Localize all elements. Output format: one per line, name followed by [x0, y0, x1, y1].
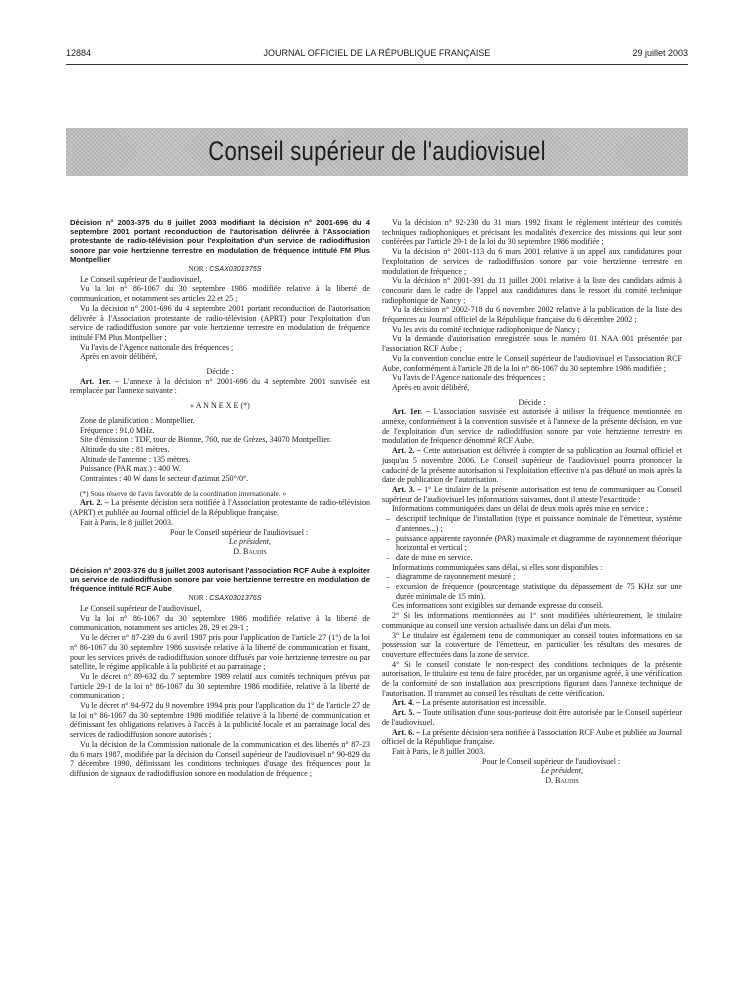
- signature-name: D. Baudis: [545, 776, 579, 786]
- paragraph: Le Conseil supérieur de l'audiovisuel,: [80, 604, 202, 614]
- list-item: – date de mise en service.: [382, 553, 682, 563]
- paragraph: Vu la demande d'autorisation enregistrée sous le numéro 01 NAA 001 présentée par l'association RCF Aube ;: [382, 334, 682, 354]
- article-text: La présente autorisation est incessible.: [422, 698, 547, 708]
- signature-role: [70, 537, 370, 547]
- paragraph: Informations communiquées sans délai, si elles sont disponibles :: [392, 562, 603, 572]
- list-item: – puissance apparente rayonnée (PAR) maximale et diagramme de rayonnement théorique horizontal et vertical ;: [382, 534, 682, 553]
- article-1: [70, 377, 370, 396]
- nor-label: NOR :: [188, 265, 208, 274]
- paragraph: Vu le décret n° 94-972 du 9 novembre 1994 pris pour l'application du 1° de l'article 27 de la loi n° 86-1067 du 30 septembre 1986 modifiée relative à la liberté de communication et définissant les obligations relatives à l'accès à la publicité locale et au parrainage local des services de radiodiffusion sonore autorisés ;: [70, 701, 370, 740]
- annexe-heading: « A N N E X E (*): [190, 401, 250, 411]
- journal-title: JOURNAL OFFICIEL DE LA RÉPUBLIQUE FRANÇAISE: [263, 48, 491, 58]
- decide-heading: Décide :: [206, 367, 234, 377]
- done-at: Fait à Paris, le 8 juillet 2003.: [80, 517, 173, 527]
- article-2: [382, 446, 682, 485]
- paragraph: Informations communiquées dans un délai de deux mois après mise en service :: [392, 504, 649, 514]
- article-label: Art. 1er. –: [80, 376, 119, 386]
- info-list-1: [382, 514, 682, 563]
- article-6: [382, 728, 682, 747]
- paragraph: Vu les avis du comité technique radiophonique de Nancy ;: [392, 324, 580, 334]
- article-label: Art. 5. –: [392, 708, 421, 718]
- decision-2-nor: [70, 593, 370, 604]
- article-1: [382, 407, 682, 446]
- decision-1-title: Décision n° 2003-375 du 8 juillet 2003 modifiant la décision n° 2001-696 du 4 septembre 2001 portant reconduction de l'autorisation délivrée à l'Association protestante de radio-télévision pour l'exploitation d'un service de radiodiffusion sonore par voie hertzienne terrestre en modulation de fréquence intitulé FM Plus Montpellier: [70, 218, 370, 264]
- annexe-line: Puissance (PAR max.) : 400 W.: [80, 464, 181, 474]
- article-text: Toute utilisation d'une sous-porteuse doit être autorisée par le Conseil supérieur de l'audiovisuel.: [382, 708, 683, 727]
- annexe-line: Altitude de l'antenne : 135 mètres.: [80, 454, 191, 464]
- article-text: Cette autorisation est délivrée à compter de sa publication au Journal officiel et jusqu'au 5 novembre 2006. Le Conseil supérieur de l'audiovisuel pourra prononcer la caducité de la présente autorisation si l'exploitation effective n'a pas débuté un mois après la date de publication de l'autorisation.: [382, 446, 683, 485]
- role-text: Le président,: [540, 766, 584, 776]
- paragraph: Vu la loi n° 86-1067 du 30 septembre 1986 modifiée relative à la liberté de communication, notamment ses articles 28, 29 et 29-1 ;: [70, 613, 370, 633]
- article-label: Art. 3. –: [392, 484, 422, 494]
- paragraph: Vu la décision n° 92-230 du 31 mars 1992 fixant le règlement intérieur des comités techniques radiophoniques et précisant les modalités d'exercice des missions qui leur sont conférées par l'article 29-1 de la loi du 30 septembre 1986 modifiée ;: [382, 218, 682, 247]
- article-text: La présente décision sera notifiée à l'Association protestante de radio-télévision (APRT) et publiée au Journal officiel de la République française.: [70, 498, 370, 518]
- annexe-line: Altitude du site : 81 mètres.: [80, 444, 170, 454]
- signature-name: D. Baudis: [233, 547, 267, 556]
- role-text: Le président,: [228, 537, 272, 547]
- annexe-line: Fréquence : 91,0 MHz.: [80, 425, 155, 435]
- paragraph: Vu la loi n° 86-1067 du 30 septembre 1986 modifiée relative à la liberté de communication, et notamment ses articles 22 et 25 ;: [70, 284, 370, 304]
- article-5: [382, 708, 682, 727]
- signature-block: [70, 528, 370, 557]
- right-column: [382, 218, 682, 786]
- signature-role: [382, 766, 682, 776]
- decide-heading: Décide :: [518, 397, 546, 407]
- done-at: Fait à Paris, le 8 juillet 2003.: [392, 746, 485, 756]
- nor-code: CSAX0301376S: [209, 593, 262, 603]
- paragraph: Vu le décret n° 87-239 du 6 avril 1987 pris pour l'application de l'article 27 (1°) de la loi n° 86-1067 du 30 septembre 1986 susvisée relative à la liberté de communication et fixant, pour les services privés de radiodiffusion sonore diffusés par voie hertzienne terrestre ou par satellite, le régime applicable à la publicité et au parrainage ;: [70, 633, 370, 672]
- section-banner: [66, 128, 688, 176]
- issue-date: 29 juillet 2003: [632, 48, 688, 58]
- paragraph: Ces informations sont exigibles sur demande expresse du conseil.: [392, 601, 604, 611]
- article-3: [382, 485, 682, 504]
- paragraph: Vu la décision n° 2001-391 du 11 juillet 2001 relative à la liste des candidats admis à concourir dans le cadre de l'appel aux candidatures dans le ressort du comité technique radiophonique de Nancy ;: [382, 276, 682, 305]
- paragraph: 2° Si les informations mentionnées au 1° sont modifiées ultérieurement, le titulaire communique au conseil une version actualisée dans un délai d'un mois.: [382, 611, 682, 630]
- decision-1-nor: [70, 264, 370, 275]
- info-list-2: [382, 572, 682, 601]
- article-text: L'association susvisée est autorisée à utiliser la fréquence mentionnée en annexe, conformément à la convention susvisée et à l'annexe de la présente décision, en vue de l'exploitation d'un service de radiodiffusion sonore par voie hertzienne terrestre en modulation de fréquence dénommé RCF Aube.: [382, 407, 683, 446]
- paragraph: Vu la décision de la Commission nationale de la communication et des libertés n° 87-23 du 6 mars 1987, modifiée par la décision du Conseil supérieur de l'audiovisuel n° 90-829 du 7 décembre 1990, définissant les conditions techniques d'usage des fréquences pour la diffusion de signaux de radiodiffusion sonore en modulation de fréquence ;: [70, 739, 370, 778]
- left-column: [70, 218, 370, 779]
- article-label: Art. 2. –: [80, 498, 109, 508]
- article-label: Art. 6. –: [392, 727, 421, 737]
- article-label: Art. 4. –: [392, 698, 421, 708]
- article-text: L'annexe à la décision n° 2001-696 du 4 septembre 2001 susvisée est remplacée par l'annexe suivante :: [70, 376, 371, 396]
- signature-line: Pour le Conseil supérieur de l'audiovisuel :: [170, 527, 309, 537]
- paragraph: Vu l'avis de l'Agence nationale des fréquences ;: [392, 373, 546, 383]
- paragraph: Après en avoir délibéré,: [392, 382, 470, 392]
- nor-label: NOR :: [188, 594, 208, 603]
- signature-block: [382, 757, 682, 786]
- nor-code: CSAX0301375S: [209, 264, 262, 274]
- annexe-footnote: (*) Sous réserve de l'avis favorable de la coordination internationale. »: [80, 488, 287, 498]
- paragraph: 3° Le titulaire est également tenu de communiquer au conseil toutes informations en sa possession sur la couverture de l'émetteur, en particulier les résultats des mesures de couverture effectuées dans la zone de service.: [382, 630, 682, 659]
- paragraph: Vu la décision n° 2001-113 du 6 mars 2001 relative à un appel aux candidatures pour l'exploitation de services de radiodiffusion sonore par voie hertzienne terrestre en modulation de fréquence ;: [382, 247, 682, 276]
- annexe-line: Site d'émission : TDF, tour de Bionne, 760, rue de Grèzes, 34070 Montpellier.: [80, 435, 332, 445]
- list-item: – excursion de fréquence (pourcentage statistique du dépassement de 75 KHz sur une durée minimale de 15 min).: [382, 582, 682, 601]
- paragraph: Vu l'avis de l'Agence nationale des fréquences ;: [80, 342, 234, 352]
- article-label: Art. 2. –: [392, 446, 421, 456]
- banner-title: Conseil supérieur de l'audiovisuel: [208, 136, 546, 166]
- header-rule: [66, 64, 688, 65]
- paragraph: Après en avoir délibéré,: [80, 352, 158, 362]
- paragraph: Vu le décret n° 89-632 du 7 septembre 1989 relatif aux comités techniques prévus par l'article 29-1 de la loi n° 86-1067 du 30 septembre 1986 modifiée, relative à la liberté de communication ;: [70, 671, 370, 701]
- paragraph: Le Conseil supérieur de l'audiovisuel,: [80, 274, 202, 284]
- annexe-line: Contraintes : 40 W dans le secteur d'azimut 250°/0°.: [80, 474, 249, 484]
- signature-line: Pour le Conseil supérieur de l'audiovisuel :: [482, 756, 621, 766]
- paragraph: Vu la décision n° 2002-718 du 6 novembre 2002 relative à la publication de la liste des fréquences au Journal officiel de la République française du 6 décembre 2002 ;: [382, 305, 682, 325]
- list-item: – diagramme de rayonnement mesuré ;: [382, 572, 682, 582]
- annexe-line: Zone de planification : Montpellier.: [80, 415, 195, 425]
- article-label: Art. 1er. –: [392, 407, 430, 417]
- paragraph: 4° Si le conseil constate le non-respect des conditions techniques de la présente autorisation, le titulaire est tenu de faire procéder, par un organisme agréé, à une vérification de la conformité de son installation aux prescriptions figurant dans l'annexe technique de l'autorisation. Il transmet au conseil les résultats de cette vérification.: [382, 659, 682, 698]
- paragraph: Vu la décision n° 2001-696 du 4 septembre 2001 portant reconduction de l'autorisation délivrée à l'Association protestante de radio-télévision (APRT) pour l'exploitation d'un service de radiodiffusion sonore par voie hertzienne terrestre en modulation de fréquence intitulé FM Plus Montpellier ;: [70, 303, 370, 342]
- list-item: – descriptif technique de l'installation (type et puissance nominale de l'émetteur, système d'antennes...) ;: [382, 514, 682, 533]
- decision-2-title: Décision n° 2003-376 du 8 juillet 2003 autorisant l'association RCF Aube à exploiter un service de radiodiffusion sonore par voie hertzienne terrestre en modulation de fréquence intitulé RCF Aube: [70, 565, 370, 594]
- article-text: 1° Le titulaire de la présente autorisation est tenu de communiquer au Conseil supérieur de l'audiovisuel les informations suivantes, dont il atteste l'exactitude :: [382, 484, 683, 504]
- paragraph: Vu la convention conclue entre le Conseil supérieur de l'audiovisuel et l'association RCF Aube, conformément à l'article 28 de la loi n° 86-1067 du 30 septembre 1986 modifiée ;: [382, 353, 682, 373]
- article-4: [382, 698, 682, 708]
- page-number: 12884: [66, 48, 92, 58]
- running-header: [66, 48, 688, 62]
- article-text: La présente décision sera notifiée à l'association RCF Aube et publiée au Journal officiel de la République française.: [382, 727, 682, 747]
- article-2: [70, 498, 370, 517]
